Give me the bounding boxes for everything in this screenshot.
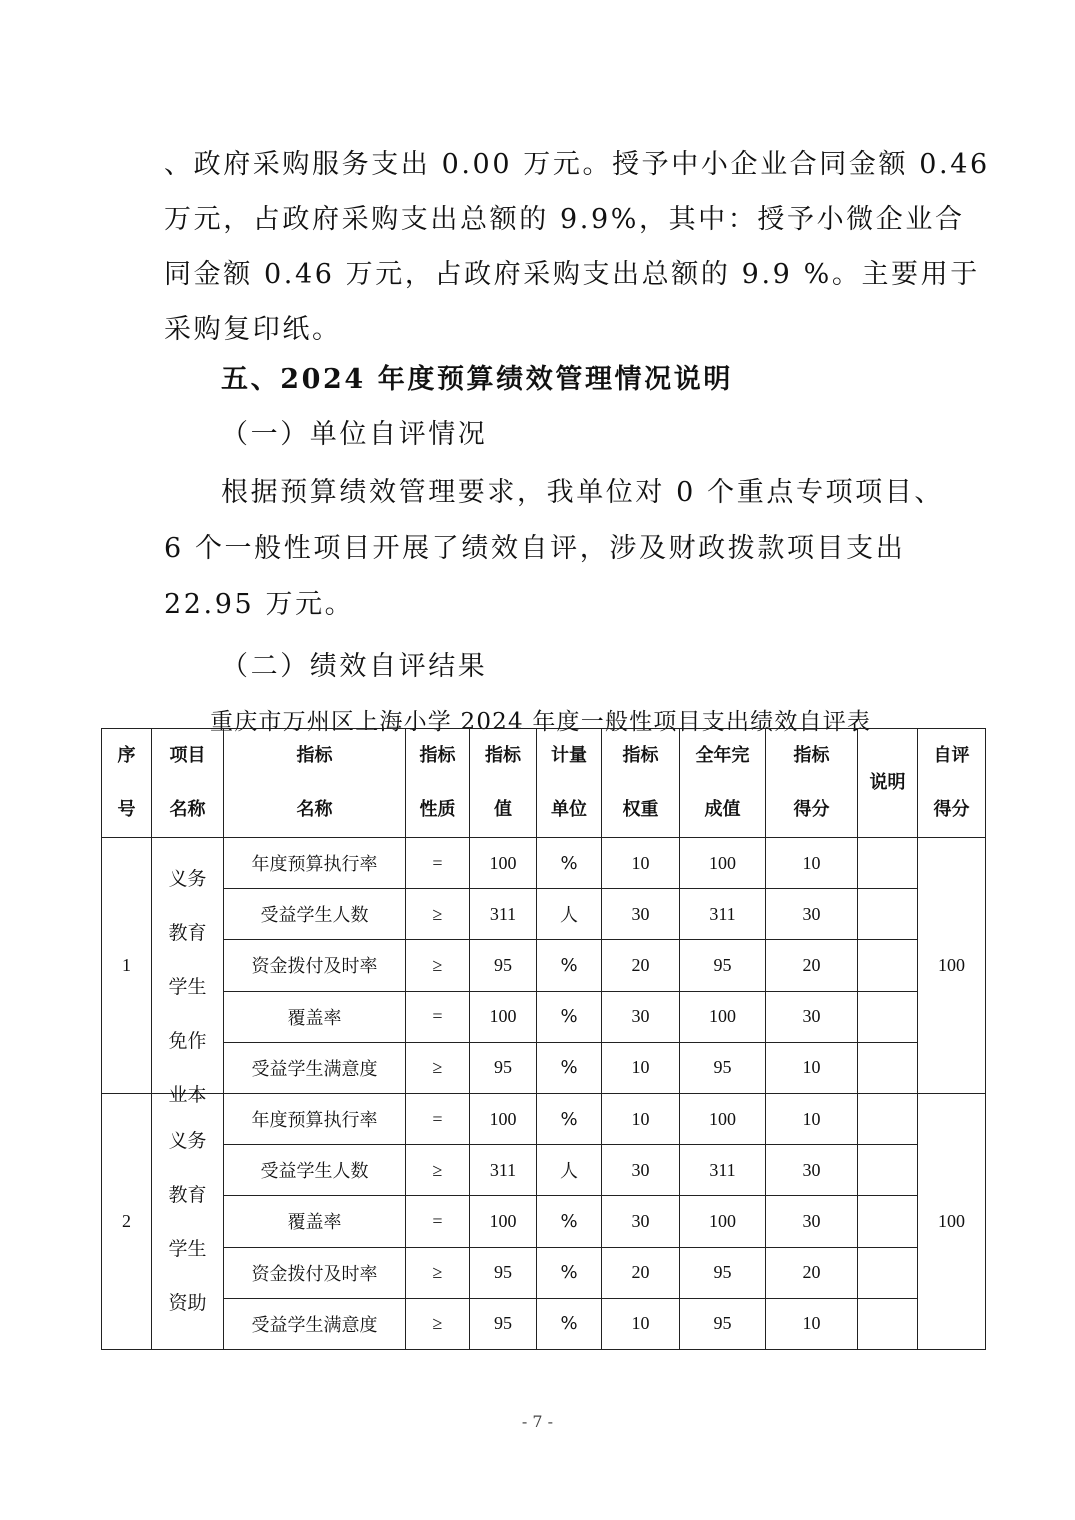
project-name-part: 义务: [168, 868, 207, 890]
table-row: [102, 1247, 986, 1298]
indicator-nature: ≥: [406, 1247, 470, 1298]
indicator-value: 100: [470, 1196, 537, 1247]
para-line-2: 6 个一般性项目开展了绩效自评，涉及财政拨款项目支出: [164, 533, 906, 564]
column-header-text: 成值: [704, 799, 741, 820]
column-header-text: 指标: [296, 745, 333, 766]
weight: 30: [602, 1196, 680, 1247]
completed-value: 95: [680, 1042, 766, 1093]
unit: %: [537, 1094, 602, 1145]
completed-value: 100: [680, 1094, 766, 1145]
project-name-part: 学生: [168, 976, 207, 998]
column-header: [766, 729, 858, 838]
unit: %: [537, 940, 602, 991]
indicator-score: 10: [766, 838, 858, 889]
note-cell: [858, 838, 918, 889]
table-row: [102, 1196, 986, 1247]
indicator-score: 30: [766, 889, 858, 940]
column-header-text: 序: [117, 745, 136, 766]
column-header-text: 项目: [169, 745, 206, 766]
project-number: 1: [102, 838, 152, 1094]
project-name-part: 教育: [168, 1183, 207, 1206]
indicator-score: 30: [766, 1196, 858, 1247]
completed-value: 95: [680, 940, 766, 991]
unit: %: [537, 838, 602, 889]
weight: 10: [602, 1042, 680, 1093]
column-header-text: 得分: [793, 799, 830, 820]
column-header: [537, 729, 602, 838]
indicator-name: 覆盖率: [224, 991, 406, 1042]
indicator-score: 10: [766, 1042, 858, 1093]
indicator-nature: ≥: [406, 1145, 470, 1196]
column-header-text: 指标: [793, 745, 830, 766]
indicator-nature: =: [406, 1196, 470, 1247]
indicator-name: 受益学生人数: [224, 1145, 406, 1196]
project-name: [152, 1094, 224, 1350]
note-cell: [858, 1094, 918, 1145]
column-header-text: 计量: [551, 745, 587, 766]
indicator-value: 311: [470, 1145, 537, 1196]
column-header: [680, 729, 766, 838]
note-cell: [858, 991, 918, 1042]
table-row: [102, 991, 986, 1042]
table-row: [102, 1042, 986, 1093]
completed-value: 100: [680, 1196, 766, 1247]
self-evaluation-score: 100: [918, 838, 986, 1094]
project-name-part: 学生: [168, 1237, 207, 1260]
unit: %: [537, 991, 602, 1042]
table-row: [102, 940, 986, 991]
completed-value: 95: [680, 1247, 766, 1298]
indicator-value: 95: [470, 1298, 537, 1349]
page-number: - 7 -: [521, 1412, 554, 1431]
body-line-2: 万元，占政府采购支出总额的 9.9%，其中：授予小微企业合: [164, 204, 965, 235]
note-cell: [858, 1247, 918, 1298]
column-header: [152, 729, 224, 838]
column-header: [224, 729, 406, 838]
column-header: [406, 729, 470, 838]
table-row: [102, 1094, 986, 1145]
column-header-text: 说明: [869, 772, 906, 793]
column-header-text: 名称: [296, 799, 333, 820]
performance-table: [101, 728, 986, 1350]
self-evaluation-score: 100: [918, 1094, 986, 1350]
subheading-results: （二）绩效自评结果: [221, 651, 488, 682]
indicator-score: 20: [766, 940, 858, 991]
indicator-nature: ≥: [406, 889, 470, 940]
unit: %: [537, 1298, 602, 1349]
indicator-name: 覆盖率: [224, 1196, 406, 1247]
note-cell: [858, 1145, 918, 1196]
table-header-row: [102, 729, 986, 838]
indicator-value: 100: [470, 991, 537, 1042]
column-header: [470, 729, 537, 838]
weight: 10: [602, 838, 680, 889]
weight: 30: [602, 991, 680, 1042]
completed-value: 311: [680, 889, 766, 940]
indicator-nature: ≥: [406, 1298, 470, 1349]
indicator-name: 年度预算执行率: [224, 1094, 406, 1145]
indicator-value: 311: [470, 889, 537, 940]
section-heading: 五、2024 年度预算绩效管理情况说明: [221, 364, 733, 395]
indicator-name: 受益学生满意度: [224, 1298, 406, 1349]
project-name-part: 业本: [168, 1084, 207, 1106]
indicator-nature: =: [406, 838, 470, 889]
indicator-score: 30: [766, 991, 858, 1042]
column-header-text: 性质: [419, 799, 456, 820]
indicator-name: 资金拨付及时率: [224, 1247, 406, 1298]
indicator-nature: ≥: [406, 1042, 470, 1093]
completed-value: 100: [680, 991, 766, 1042]
indicator-name: 受益学生满意度: [224, 1042, 406, 1093]
para-line-1: 根据预算绩效管理要求，我单位对 0 个重点专项项目、: [221, 477, 944, 508]
indicator-nature: =: [406, 1094, 470, 1145]
weight: 10: [602, 1298, 680, 1349]
column-header-text: 值: [494, 799, 512, 820]
indicator-score: 10: [766, 1094, 858, 1145]
table-row: [102, 889, 986, 940]
column-header: [602, 729, 680, 838]
body-line-3: 同金额 0.46 万元，占政府采购支出总额的 9.9 %。主要用于: [164, 259, 980, 290]
table-row: [102, 1145, 986, 1196]
indicator-nature: =: [406, 991, 470, 1042]
weight: 10: [602, 1094, 680, 1145]
indicator-value: 100: [470, 838, 537, 889]
indicator-score: 30: [766, 1145, 858, 1196]
column-header: [918, 729, 986, 838]
column-header: [858, 729, 918, 838]
indicator-score: 10: [766, 1298, 858, 1349]
table-row: [102, 838, 986, 889]
project-name-part: 免作: [168, 1030, 207, 1052]
indicator-name: 资金拨付及时率: [224, 940, 406, 991]
weight: 20: [602, 940, 680, 991]
indicator-value: 100: [470, 1094, 537, 1145]
unit: %: [537, 1196, 602, 1247]
weight: 30: [602, 889, 680, 940]
indicator-value: 95: [470, 940, 537, 991]
table-title: 重庆市万州区上海小学 2024 年度一般性项目支出绩效自评表: [210, 709, 872, 735]
indicator-name: 受益学生人数: [224, 889, 406, 940]
note-cell: [858, 940, 918, 991]
indicator-name: 年度预算执行率: [224, 838, 406, 889]
unit: %: [537, 1247, 602, 1298]
weight: 30: [602, 1145, 680, 1196]
unit: 人: [537, 1145, 602, 1196]
note-cell: [858, 1042, 918, 1093]
body-line-4: 采购复印纸。: [164, 314, 342, 345]
column-header-text: 指标: [485, 745, 521, 766]
completed-value: 95: [680, 1298, 766, 1349]
indicator-score: 20: [766, 1247, 858, 1298]
unit: 人: [537, 889, 602, 940]
column-header-text: 名称: [169, 799, 206, 820]
column-header-text: 全年完: [695, 745, 750, 766]
column-header-text: 单位: [551, 799, 587, 820]
note-cell: [858, 889, 918, 940]
project-number: 2: [102, 1094, 152, 1350]
weight: 20: [602, 1247, 680, 1298]
indicator-value: 95: [470, 1042, 537, 1093]
note-cell: [858, 1298, 918, 1349]
table-row: [102, 1298, 986, 1349]
column-header-text: 指标: [419, 745, 456, 766]
project-name: [152, 838, 224, 1106]
note-cell: [858, 1196, 918, 1247]
subheading-self-evaluation: （一）单位自评情况: [221, 419, 488, 450]
project-name-part: 教育: [168, 922, 207, 944]
indicator-value: 95: [470, 1247, 537, 1298]
column-header: [102, 729, 152, 838]
completed-value: 311: [680, 1145, 766, 1196]
indicator-nature: ≥: [406, 940, 470, 991]
unit: %: [537, 1042, 602, 1093]
project-name-part: 资助: [168, 1291, 207, 1314]
column-header-text: 权重: [622, 799, 659, 820]
column-header-text: 指标: [622, 745, 659, 766]
column-header-text: 得分: [933, 799, 970, 820]
body-line-1: 、政府采购服务支出 0.00 万元。授予中小企业合同金额 0.46: [164, 149, 990, 180]
project-name-part: 义务: [168, 1129, 207, 1152]
column-header-text: 自评: [933, 745, 970, 766]
completed-value: 100: [680, 838, 766, 889]
column-header-text: 号: [117, 799, 136, 820]
para-line-3: 22.95 万元。: [164, 589, 355, 620]
